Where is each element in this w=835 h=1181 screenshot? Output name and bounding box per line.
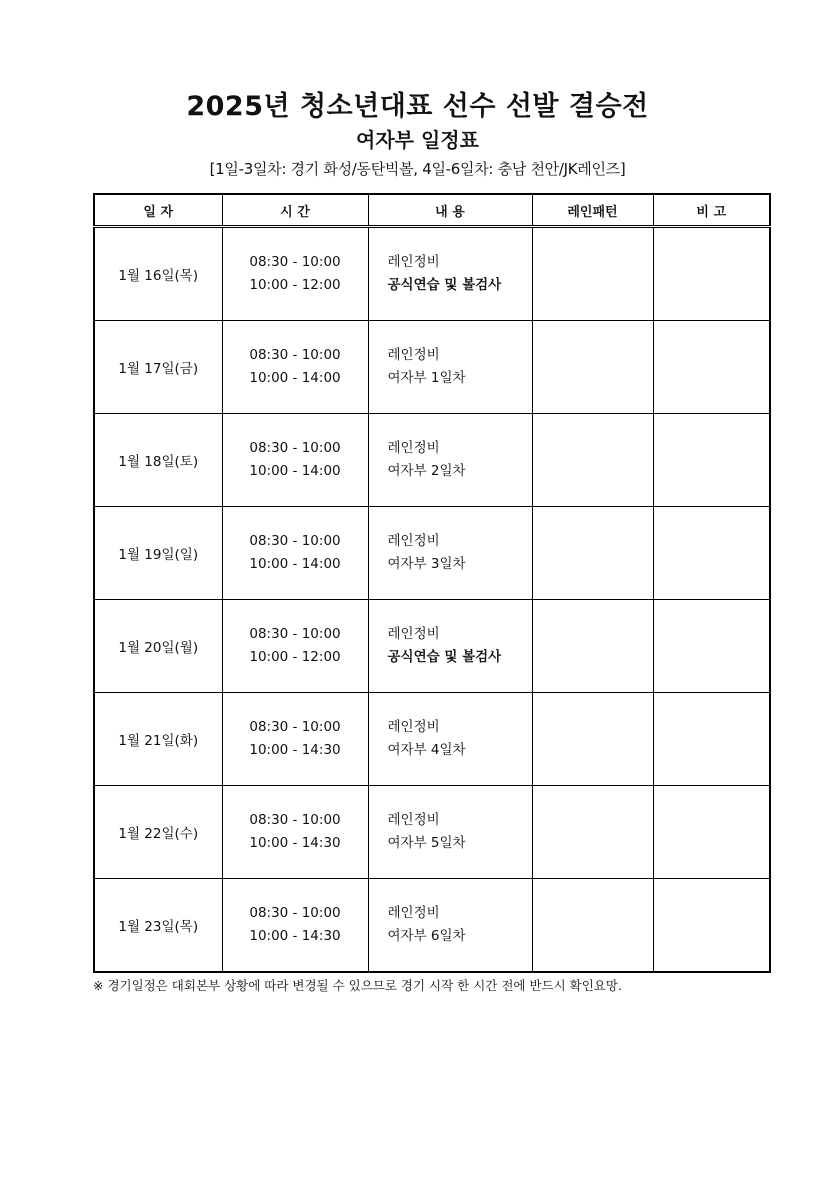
header-content: 내 용 <box>368 194 532 227</box>
content-line-1: 레인정비 <box>387 905 440 921</box>
time-slot-1: 08:30 - 10:00 <box>249 905 341 921</box>
content-cell <box>368 414 532 507</box>
time-slot-1: 08:30 - 10:00 <box>249 347 341 363</box>
time-slot-2: 10:00 - 12:00 <box>249 649 341 665</box>
date-cell: 1월 21일(화) <box>94 693 222 786</box>
content-cell <box>368 786 532 879</box>
time-slot-2: 10:00 - 14:00 <box>249 370 341 386</box>
time-slot-2: 10:00 - 14:30 <box>249 742 341 758</box>
table-row <box>94 507 770 600</box>
header-time: 시 간 <box>222 194 368 227</box>
table-row <box>94 786 770 879</box>
table-header-row <box>94 194 770 227</box>
time-slot-2: 10:00 - 14:30 <box>249 835 341 851</box>
remarks-cell <box>653 507 770 600</box>
lane-pattern-cell <box>532 321 653 414</box>
time-slot-2: 10:00 - 12:00 <box>249 277 341 293</box>
remarks-cell <box>653 414 770 507</box>
lane-pattern-cell <box>532 414 653 507</box>
content-line-2: 여자부 4일차 <box>387 742 466 758</box>
content-line-2: 여자부 2일차 <box>387 463 466 479</box>
time-cell <box>222 414 368 507</box>
table-row <box>94 227 770 321</box>
time-cell <box>222 321 368 414</box>
time-slot-2: 10:00 - 14:00 <box>249 556 341 572</box>
time-slot-2: 10:00 - 14:30 <box>249 928 341 944</box>
lane-pattern-cell <box>532 693 653 786</box>
header-remarks: 비 고 <box>653 194 770 227</box>
date-cell: 1월 23일(목) <box>94 879 222 973</box>
lane-pattern-cell <box>532 507 653 600</box>
date-cell: 1월 22일(수) <box>94 786 222 879</box>
date-cell: 1월 18일(토) <box>94 414 222 507</box>
remarks-cell <box>653 693 770 786</box>
table-row <box>94 693 770 786</box>
lane-pattern-cell <box>532 600 653 693</box>
schedule-note: ※ 경기일정은 대회본부 상황에 따라 변경될 수 있으므로 경기 시작 한 시간 전에 반드시 확인요망. <box>93 978 622 993</box>
time-cell <box>222 786 368 879</box>
content-line-2: 여자부 5일차 <box>387 835 466 851</box>
content-line-2: 공식연습 및 볼검사 <box>387 649 502 665</box>
content-line-2: 여자부 1일차 <box>387 370 466 386</box>
content-cell <box>368 227 532 321</box>
header-lane-pattern: 레인패턴 <box>532 194 653 227</box>
content-line-1: 레인정비 <box>387 347 440 363</box>
table-row <box>94 321 770 414</box>
time-slot-1: 08:30 - 10:00 <box>249 440 341 456</box>
content-line-2: 여자부 3일차 <box>387 556 466 572</box>
remarks-cell <box>653 786 770 879</box>
table-row <box>94 879 770 973</box>
lane-pattern-cell <box>532 786 653 879</box>
content-cell <box>368 693 532 786</box>
header-date: 일 자 <box>94 194 222 227</box>
time-slot-1: 08:30 - 10:00 <box>249 719 341 735</box>
time-slot-1: 08:30 - 10:00 <box>249 533 341 549</box>
time-slot-1: 08:30 - 10:00 <box>249 626 341 642</box>
time-slot-1: 08:30 - 10:00 <box>249 254 341 270</box>
content-line-1: 레인정비 <box>387 626 440 642</box>
lane-pattern-cell <box>532 227 653 321</box>
remarks-cell <box>653 879 770 973</box>
time-cell <box>222 507 368 600</box>
venue-info: [1일-3일차: 경기 화성/동탄빅볼, 4일-6일차: 충남 천안/JK레인즈] <box>209 160 626 178</box>
remarks-cell <box>653 600 770 693</box>
time-cell <box>222 693 368 786</box>
content-cell <box>368 600 532 693</box>
time-slot-2: 10:00 - 14:00 <box>249 463 341 479</box>
document-title: 2025년 청소년대표 선수 선발 결승전 <box>186 91 649 122</box>
content-cell <box>368 507 532 600</box>
document-subtitle: 여자부 일정표 <box>356 128 479 152</box>
content-line-1: 레인정비 <box>387 533 440 549</box>
content-cell <box>368 879 532 973</box>
date-cell: 1월 17일(금) <box>94 321 222 414</box>
content-line-1: 레인정비 <box>387 719 440 735</box>
table-row <box>94 414 770 507</box>
date-cell: 1월 20일(월) <box>94 600 222 693</box>
date-cell: 1월 19일(일) <box>94 507 222 600</box>
remarks-cell <box>653 227 770 321</box>
date-cell: 1월 16일(목) <box>94 227 222 321</box>
content-line-1: 레인정비 <box>387 440 440 456</box>
time-cell <box>222 879 368 973</box>
remarks-cell <box>653 321 770 414</box>
content-line-1: 레인정비 <box>387 254 440 270</box>
content-line-2: 공식연습 및 볼검사 <box>387 277 502 293</box>
content-line-1: 레인정비 <box>387 812 440 828</box>
time-cell <box>222 227 368 321</box>
schedule-table <box>93 193 771 973</box>
lane-pattern-cell <box>532 879 653 973</box>
content-cell <box>368 321 532 414</box>
time-cell <box>222 600 368 693</box>
content-line-2: 여자부 6일차 <box>387 928 466 944</box>
table-row <box>94 600 770 693</box>
time-slot-1: 08:30 - 10:00 <box>249 812 341 828</box>
